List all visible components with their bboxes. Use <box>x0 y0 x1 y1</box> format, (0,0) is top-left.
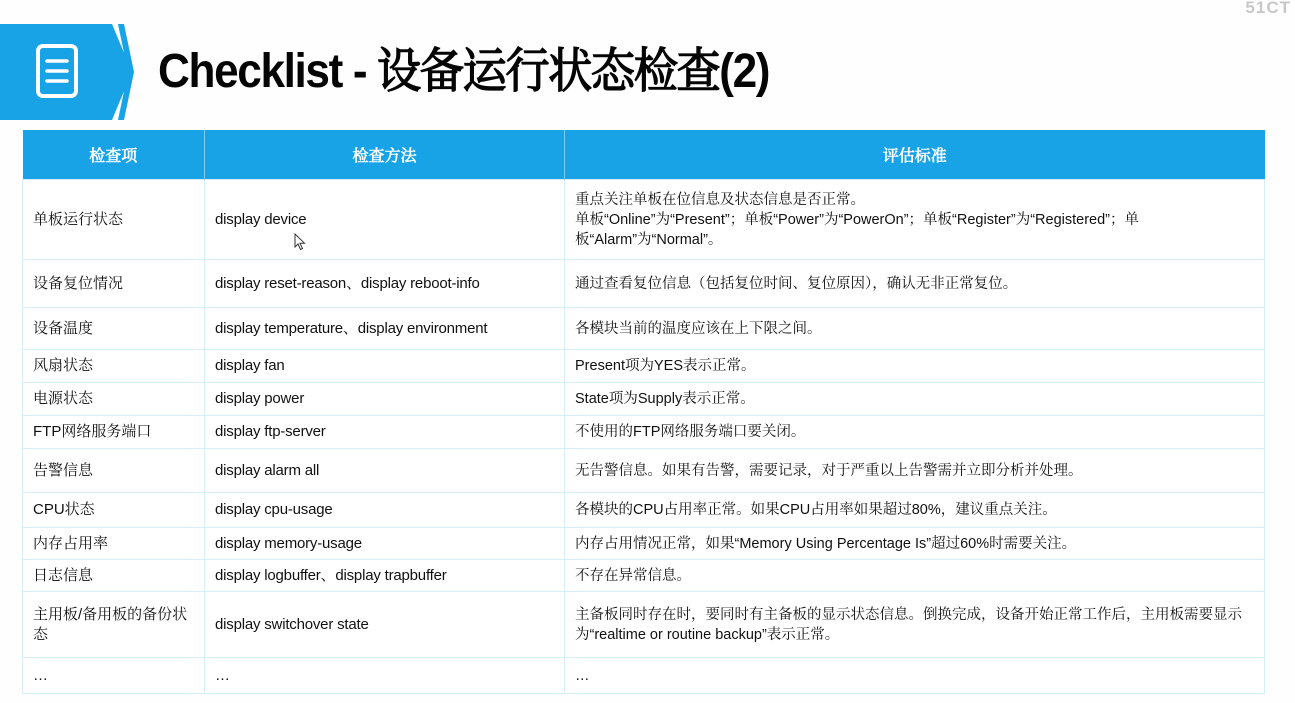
check-method-cell: display device <box>205 180 565 260</box>
standard-line: … <box>575 667 590 684</box>
table-row <box>23 180 1265 260</box>
evaluation-standard-cell <box>565 592 1265 658</box>
table-row <box>23 449 1265 493</box>
header-evaluation-standard: 评估标准 <box>565 130 1265 180</box>
header-check-item: 检查项 <box>23 130 205 180</box>
evaluation-standard-cell <box>565 350 1265 383</box>
table-body <box>23 180 1265 694</box>
standard-line: Present项为YES表示正常。 <box>575 358 756 374</box>
table-row <box>23 493 1265 528</box>
check-method-cell: display logbuffer、display trapbuffer <box>205 560 565 592</box>
check-item-cell: 告警信息 <box>23 449 205 493</box>
check-item-cell: … <box>23 658 205 694</box>
check-item-cell: 日志信息 <box>23 560 205 592</box>
page-title: Checklist - 设备运行状态检查(2) <box>158 45 770 98</box>
check-item-cell: 单板运行状态 <box>23 180 205 260</box>
standard-line: 不存在异常信息。 <box>575 567 691 584</box>
standard-line: State项为Supply表示正常。 <box>575 391 755 407</box>
check-method-cell: display ftp-server <box>205 416 565 449</box>
check-item-cell: 设备复位情况 <box>23 260 205 308</box>
watermark: 51CT <box>1245 0 1291 17</box>
mouse-cursor-icon <box>294 233 306 251</box>
standard-line: 内存占用情况正常，如果“Memory Using Percentage Is”超过60%时需要关注。 <box>575 535 1077 552</box>
evaluation-standard-cell <box>565 449 1265 493</box>
standard-line: 各模块当前的温度应该在上下限之间。 <box>575 320 822 337</box>
check-method-cell: display switchover state <box>205 592 565 658</box>
check-method-cell: display memory-usage <box>205 528 565 560</box>
evaluation-standard-cell <box>565 560 1265 592</box>
evaluation-standard-cell <box>565 528 1265 560</box>
header-check-method: 检查方法 <box>205 130 565 180</box>
table-row <box>23 592 1265 658</box>
check-method-cell: display alarm all <box>205 449 565 493</box>
evaluation-standard-cell <box>565 383 1265 416</box>
evaluation-standard-cell <box>565 416 1265 449</box>
check-method-cell: display power <box>205 383 565 416</box>
evaluation-standard-cell <box>565 658 1265 694</box>
standard-line: 无告警信息。如果有告警，需要记录，对于严重以上告警需并立即分析并处理。 <box>575 462 1083 479</box>
standard-line: 单板“Online”为“Present”；单板“Power”为“PowerOn”；单板“Register”为“Registered”；单板“Alarm”为“Normal”。 <box>575 211 1139 248</box>
title-badge <box>0 24 134 120</box>
check-method-cell: display temperature、display environment <box>205 308 565 350</box>
check-item-cell: 内存占用率 <box>23 528 205 560</box>
table-row <box>23 383 1265 416</box>
standard-line: 通过查看复位信息（包括复位时间、复位原因），确认无非正常复位。 <box>575 275 1018 292</box>
check-item-cell: 主用板/备用板的备份状态 <box>23 592 205 658</box>
table-row <box>23 308 1265 350</box>
evaluation-standard-cell <box>565 308 1265 350</box>
standard-line: 主备板同时存在时，要同时有主备板的显示状态信息。倒换完成，设备开始正常工作后，主用板需要显示为“realtime or routine backup”表示正常。 <box>575 606 1242 643</box>
check-item-cell: FTP网络服务端口 <box>23 416 205 449</box>
document-list-icon <box>0 24 134 120</box>
standard-line: 各模块的CPU占用率正常。如果CPU占用率如果超过80%，建议重点关注。 <box>575 502 1057 518</box>
check-method-cell: display reset-reason、display reboot-info <box>205 260 565 308</box>
table-row <box>23 350 1265 383</box>
checklist-table-wrap <box>22 130 1264 694</box>
standard-line: 重点关注单板在位信息及状态信息是否正常。 <box>575 191 865 208</box>
check-item-cell: 设备温度 <box>23 308 205 350</box>
standard-line: 不使用的FTP网络服务端口要关闭。 <box>575 424 806 440</box>
table-row <box>23 658 1265 694</box>
check-item-cell: 风扇状态 <box>23 350 205 383</box>
check-method-cell: display cpu-usage <box>205 493 565 528</box>
check-item-cell: 电源状态 <box>23 383 205 416</box>
evaluation-standard-cell <box>565 260 1265 308</box>
table-row <box>23 528 1265 560</box>
evaluation-standard-cell <box>565 180 1265 260</box>
check-method-cell: … <box>205 658 565 694</box>
checklist-table <box>22 130 1265 694</box>
check-item-cell: CPU状态 <box>23 493 205 528</box>
evaluation-standard-cell <box>565 493 1265 528</box>
check-method-cell: display fan <box>205 350 565 383</box>
table-row <box>23 260 1265 308</box>
table-row <box>23 416 1265 449</box>
table-header-row <box>23 130 1265 180</box>
table-row <box>23 560 1265 592</box>
